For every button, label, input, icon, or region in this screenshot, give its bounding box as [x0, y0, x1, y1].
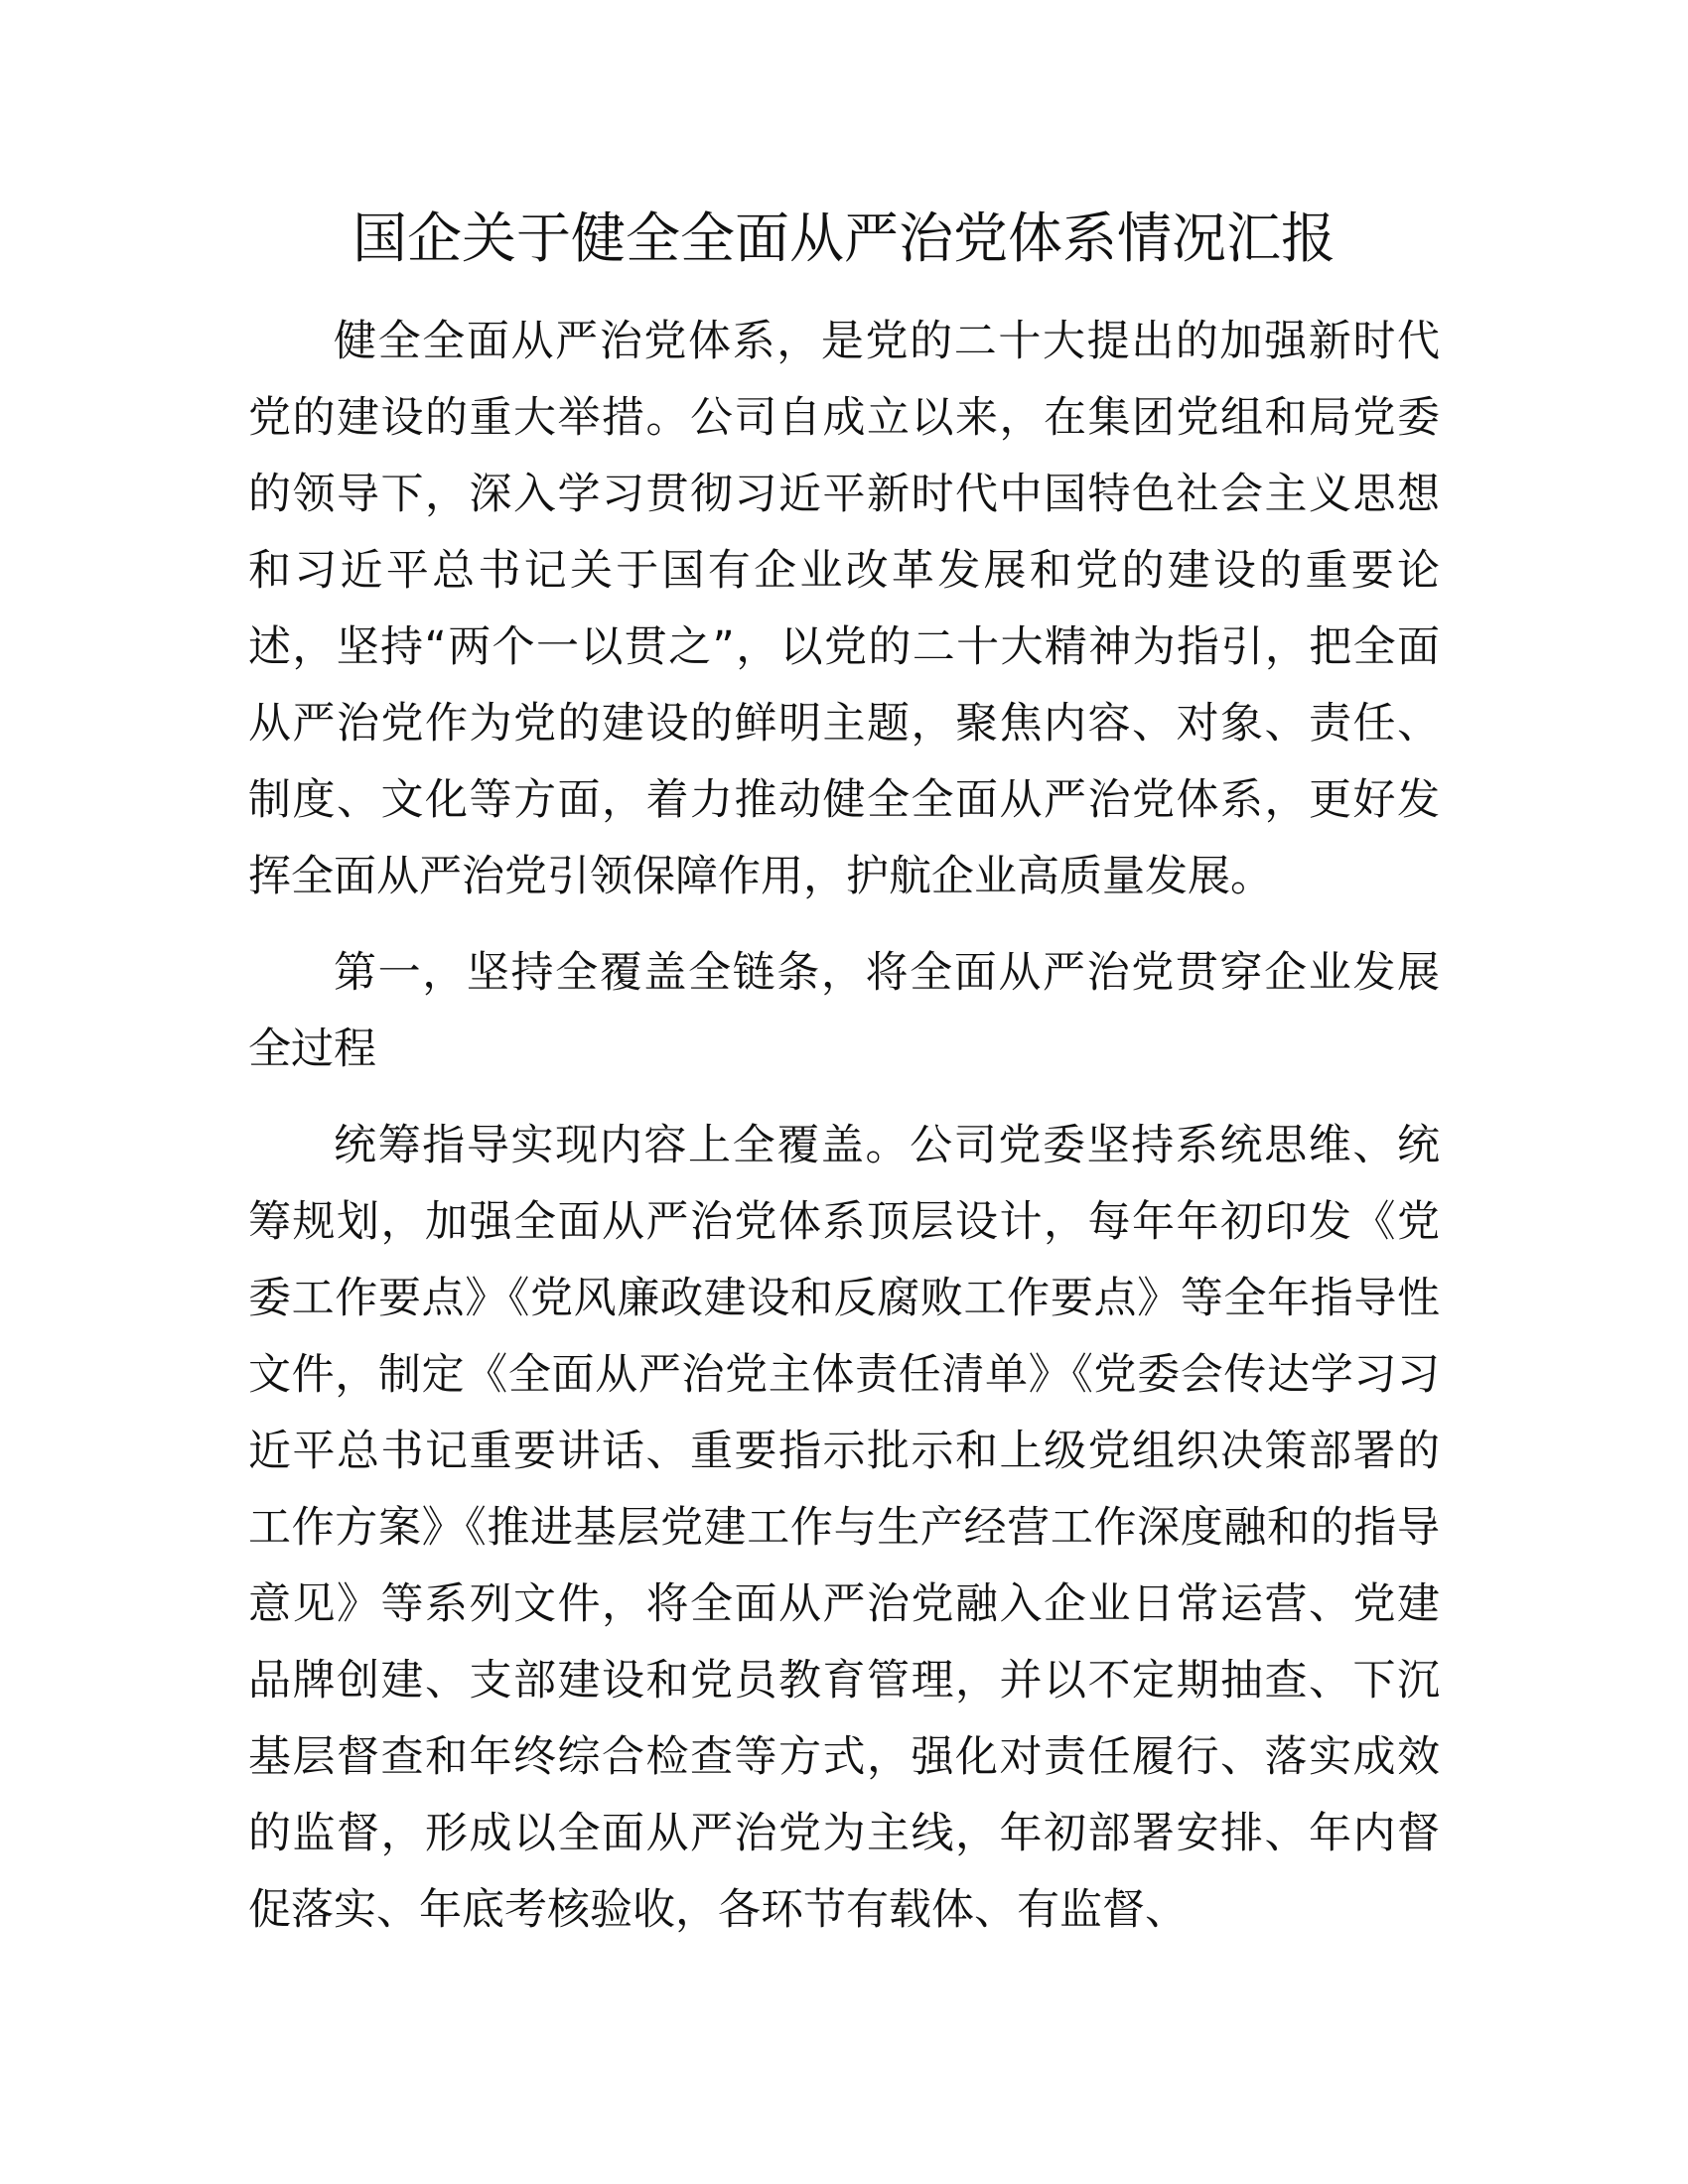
intro-paragraph: 健全全面从严治党体系，是党的二十大提出的加强新时代党的建设的重大举措。公司自成立以来，在集团党组和局党委的领导下，深入学习贯彻习近平新时代中国特色社会主义思想和习近平总书记关于国有企业改革发展和党的建设的重要论述，坚持“两个一以贯之”，以党的二十大精神为指引，把全面从严治党作为党的建设的鲜明主题，聚焦内容、对象、责任、制度、文化等方面，着力推动健全全面从严治党体系，更好发挥全面从严治党引领保障作用，护航企业高质量发展。: [248, 317, 1440, 901]
section-1-paragraph: 统筹指导实现内容上全覆盖。公司党委坚持系统思维、统筹规划，加强全面从严治党体系顶层设计，每年年初印发《党委工作要点》《党风廉政建设和反腐败工作要点》等全年指导性文件，制定《全面从严治党主体责任清单》《党委会传达学习习近平总书记重要讲话、重要指示批示和上级党组织决策部署的工作方案》《推进基层党建工作与生产经营工作深度融和的指导意见》等系列文件，将全面从严治党融入企业日常运营、党建品牌创建、支部建设和党员教育管理，并以不定期抽查、下沉基层督查和年终综合检查等方式，强化对责任履行、落实成效的监督，形成以全面从严治党为主线，年初部署安排、年内督促落实、年底考核验收，各环节有载体、有监督、: [248, 1121, 1440, 1935]
document-body: [248, 304, 1440, 1969]
document-title: 国企关于健全全面从严治党体系情况汇报: [352, 206, 1336, 270]
section-heading-1: 第一，坚持全覆盖全链条，将全面从严治党贯穿企业发展全过程: [248, 948, 1440, 1074]
